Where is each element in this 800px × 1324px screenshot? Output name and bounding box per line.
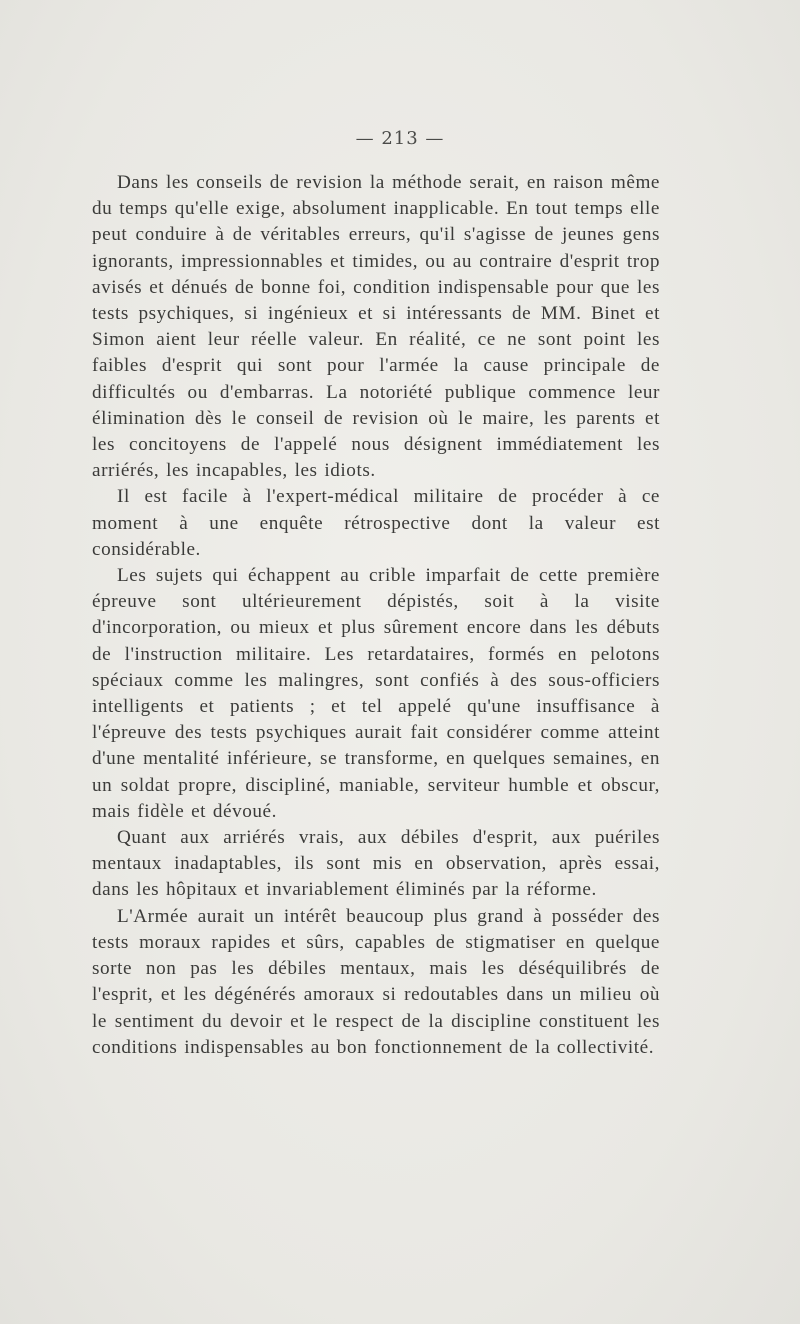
paragraph: Quant aux arriérés vrais, aux débiles d'esprit, aux puériles mentaux inadaptables, ils sont mis en observation, après essai, dans les hôpitaux et invariablement éliminés par la réforme.	[92, 827, 660, 901]
body-text	[92, 170, 660, 1061]
paragraph: L'Armée aurait un intérêt beaucoup plus grand à posséder des tests moraux rapides et sûrs, capables de stigmatiser en quelque sorte non pas les débiles mentaux, mais les déséquilibrés de l'esprit, et les dégénérés amoraux si redoutables dans un milieu où le sentiment du devoir et le respect de la discipline constituent les conditions indispensables au bon fonctionnement de la collectivité.	[92, 905, 660, 1058]
paragraph: Il est facile à l'expert-médical militaire de procéder à ce moment à une enquête rétrospective dont la valeur est considérable.	[92, 486, 660, 560]
paragraph: Les sujets qui échappent au crible imparfait de cette première épreuve sont ultérieurement dépistés, soit à la visite d'incorporation, ou mieux et plus sûrement encore dans les débuts de l'instruction militaire. Les retardataires, formés en pelotons spéciaux comme les malingres, sont confiés à des sous-officiers intelligents et patients ; et tel appelé qu'une insuffisance à l'épreuve des tests psychiques aurait fait considérer comme atteint d'une mentalité inférieure, se transforme, en quelques semaines, en un soldat propre, discipliné, maniable, serviteur humble et obscur, mais fidèle et dévoué.	[92, 565, 660, 822]
page-number: — 213 —	[355, 128, 445, 149]
paragraph: Dans les conseils de revision la méthode serait, en raison même du temps qu'elle exige, absolument inapplicable. En tout temps elle peut conduire à de véritables erreurs, qu'il s'agisse de jeunes gens ignorants, impressionnables et timides, ou au contraire d'esprit trop avisés et dénués de bonne foi, condition indispensable pour que les tests psychiques, si ingénieux et si intéressants de MM. Binet et Simon aient leur réelle valeur. En réalité, ce ne sont point les faibles d'esprit qui sont pour l'armée la cause principale de difficultés ou d'embarras. La notoriété publique commence leur élimination dès le conseil de revision où le maire, les parents et les concitoyens de l'appelé nous désignent immédiatement les arriérés, les incapables, les idiots.	[92, 172, 660, 482]
